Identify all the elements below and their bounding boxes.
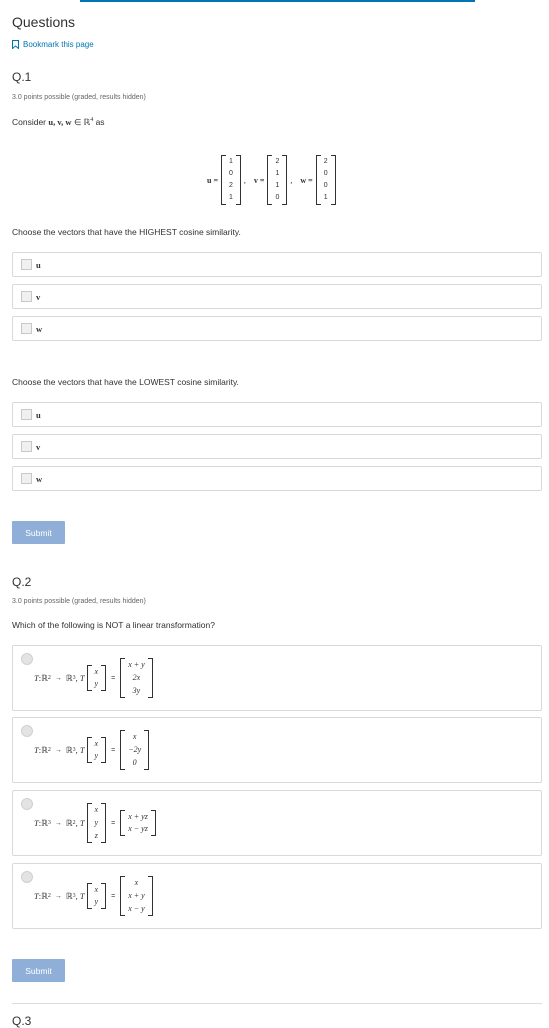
transformation: T :ℝ 2 → ℝ 3 , T x y = x x + y x − y — [34, 876, 153, 916]
vector-v-label: v = — [253, 175, 265, 185]
checkbox[interactable] — [21, 409, 32, 420]
radio-button[interactable] — [21, 798, 33, 810]
question-meta: 3.0 points possible (graded, results hidden) — [12, 94, 146, 101]
checkbox[interactable] — [21, 259, 32, 270]
transformation: T :ℝ 2 → ℝ 3 , T x y = x + y 2x 3y — [34, 658, 153, 698]
vector-definitions: u = 1 0 2 1 , v = 2 1 1 0 , w = 2 0 0 1 — [207, 151, 336, 209]
checkbox[interactable] — [21, 323, 32, 334]
radio-option[interactable] — [12, 790, 542, 856]
option-label: w — [36, 323, 43, 334]
question-intro — [12, 117, 105, 128]
question-meta: 3.0 points possible (graded, results hidden) — [12, 598, 146, 605]
checkbox-option[interactable] — [12, 466, 542, 491]
output-vector: x −2y 0 — [120, 730, 149, 770]
vector-u-matrix: 1 0 2 1 — [221, 155, 241, 205]
output-vector: x + y 2x 3y — [120, 658, 153, 698]
radio-button[interactable] — [21, 653, 33, 665]
radio-option[interactable] — [12, 717, 542, 783]
intro-prefix: Consider — [12, 117, 47, 127]
question-title: Q.1 — [12, 70, 32, 84]
progress-bar — [80, 0, 475, 2]
checkbox-option[interactable] — [12, 402, 542, 427]
input-vector: x y — [87, 883, 107, 909]
vector-v-matrix: 2 1 1 0 — [267, 155, 287, 205]
part-b-prompt: Choose the vectors that have the LOWEST cosine similarity. — [12, 377, 239, 387]
vector-w-label: w = — [300, 175, 313, 185]
question-title: Q.3 — [12, 1014, 32, 1028]
checkbox[interactable] — [21, 291, 32, 302]
intro-in: ∈ ℝ — [73, 117, 91, 127]
bookmark-label: Bookmark this page — [23, 40, 94, 49]
option-label: v — [36, 441, 41, 452]
vector-w-matrix: 2 0 0 1 — [316, 155, 336, 205]
checkbox-option[interactable] — [12, 284, 542, 309]
input-vector: x y z — [87, 803, 107, 843]
bookmark-icon — [12, 40, 19, 49]
input-vector: x y — [87, 665, 107, 691]
vector-u-label: u = — [207, 175, 219, 185]
intro-vectors: u, v, w — [48, 117, 72, 127]
transformation: T :ℝ 3 → ℝ 2 , T x y z = x + yz x − yz — [34, 803, 156, 843]
transformation: T :ℝ 2 → ℝ 3 , T x y = x −2y 0 — [34, 730, 149, 770]
intro-exp: 4 — [90, 117, 94, 124]
bookmark-link[interactable] — [12, 40, 94, 49]
intro-suffix: as — [95, 117, 105, 127]
checkbox-option[interactable] — [12, 316, 542, 341]
radio-button[interactable] — [21, 725, 33, 737]
output-vector: x + yz x − yz — [120, 810, 156, 836]
radio-option[interactable] — [12, 863, 542, 929]
checkbox-option[interactable] — [12, 434, 542, 459]
radio-button[interactable] — [21, 871, 33, 883]
submit-button[interactable]: Submit — [12, 521, 65, 544]
question-prompt: Which of the following is NOT a linear transformation? — [12, 620, 215, 630]
option-label: u — [36, 409, 41, 420]
option-label: w — [36, 473, 43, 484]
submit-button[interactable]: Submit — [12, 959, 65, 982]
output-vector: x x + y x − y — [120, 876, 153, 916]
option-label: u — [36, 259, 41, 270]
page-title: Questions — [12, 14, 76, 30]
section-divider — [12, 1003, 542, 1004]
input-vector: x y — [87, 737, 107, 763]
checkbox[interactable] — [21, 473, 32, 484]
option-label: v — [36, 291, 41, 302]
part-a-prompt: Choose the vectors that have the HIGHEST cosine similarity. — [12, 227, 241, 237]
checkbox[interactable] — [21, 441, 32, 452]
radio-option[interactable] — [12, 645, 542, 711]
question-title: Q.2 — [12, 575, 32, 589]
checkbox-option[interactable] — [12, 252, 542, 277]
